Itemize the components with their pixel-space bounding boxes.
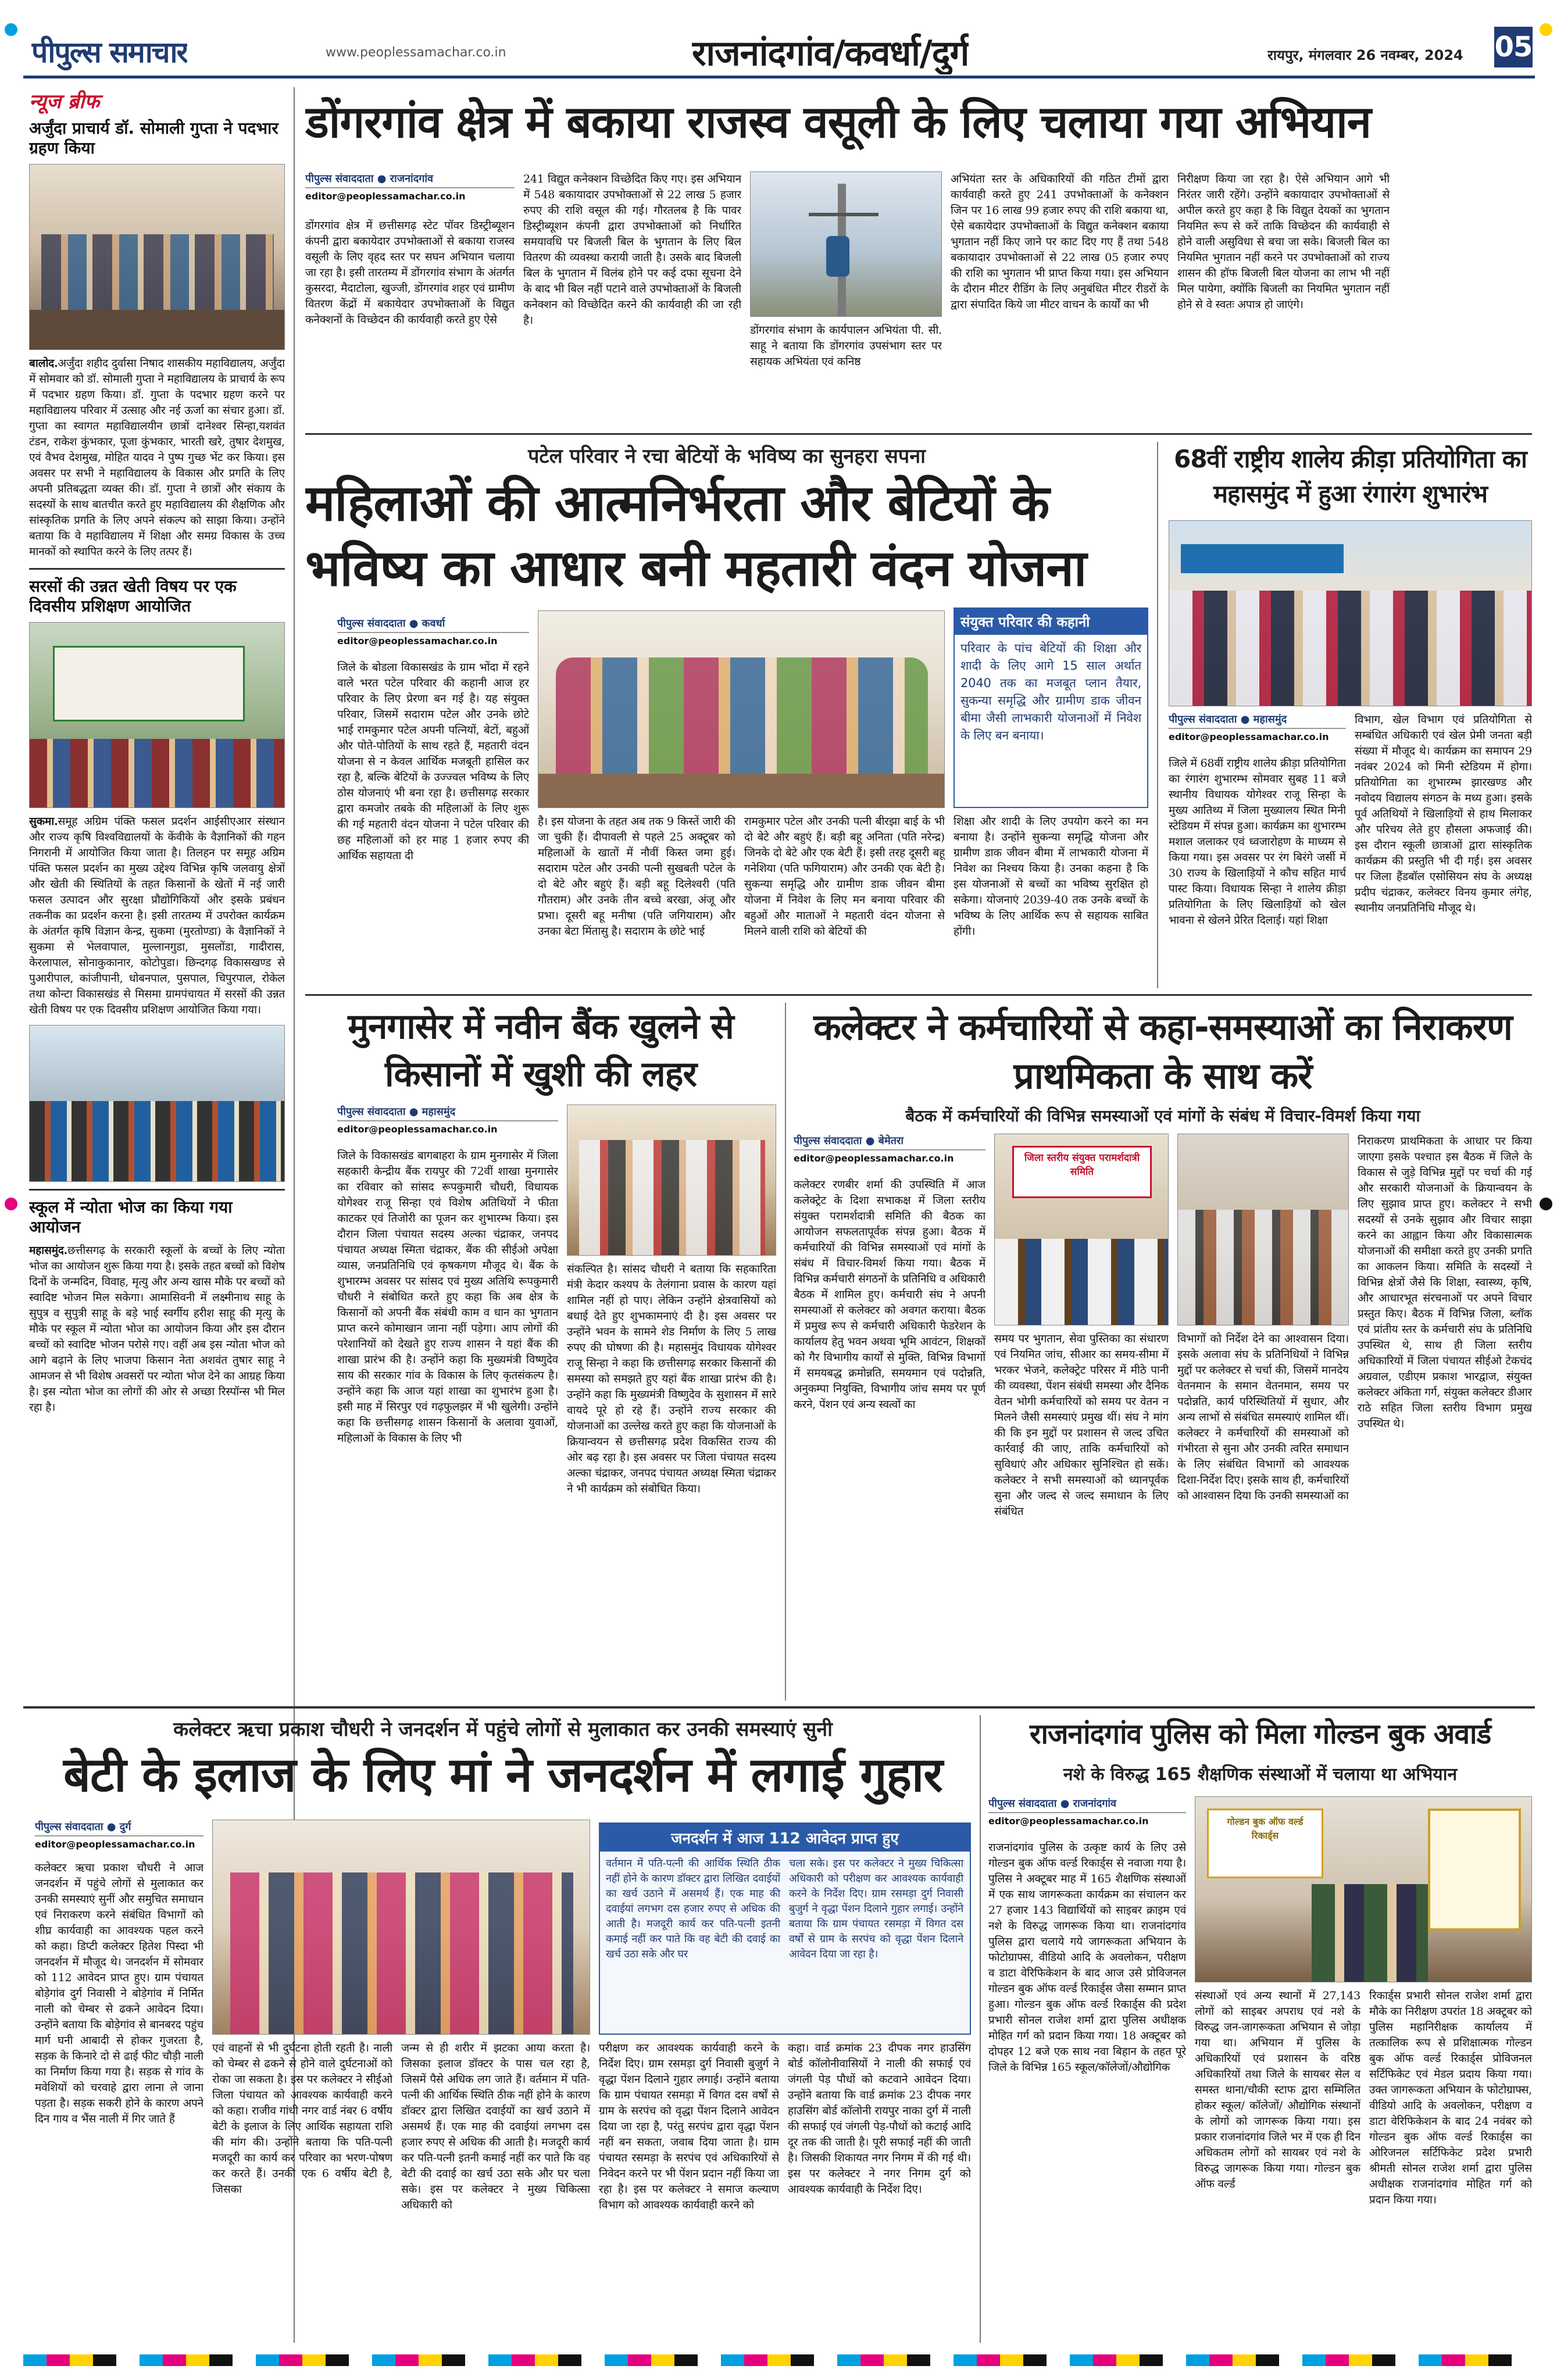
janadarshan-box bbox=[599, 1822, 971, 2035]
mahtari-info-box bbox=[954, 607, 1148, 808]
brief2-headline: सरसों की उन्नत खेती विषय पर एक दिवसीय प्रशिक्षण आयोजित bbox=[29, 577, 237, 616]
janadarshan-col-2: एवं वाहनों से भी दुर्घटना होती रहती है। नाली को चेम्बर से ढकने से होने वाले दुर्घटनाओं को रोका जा सकता है। इस पर कलेक्टर ने सीईओ जिला पंचायत को आवश्यक कार्यवाही करने को कहा। राजीव गांधी नगर वार्ड नंबर 6 वर्षीय बेटी के इलाज के लिए आर्थिक सहायता राशि की मांग की। उन्होंने बताया कि पति-पत्नी मजदूरी का कार्य कर परिवार का भरण-पोषण कर करते हैं। उनकी एक 6 वर्षीय बेटी है, जिसका bbox=[212, 2042, 392, 2196]
collector-byline: पीपुल्स संवाददाता bbox=[794, 1135, 862, 1147]
mahtari-place: कवर्धा bbox=[422, 617, 445, 630]
dateline: रायपुर, मंगलवार 26 नवम्बर, 2024 bbox=[1267, 47, 1463, 63]
brief3-headline: स्कूल में न्योता भोज का किया गया आयोजन bbox=[29, 1198, 233, 1237]
sports-photo bbox=[1169, 520, 1532, 706]
color-bar bbox=[23, 2354, 1535, 2366]
collector-col-4: निराकरण प्राथमिकता के आधार पर किया जाएगा इसके पश्चात इस बैठक में जिले के विकास से जुड़े विभिन्न मुद्दों पर चर्चा की गई और सरकारी योजनाओं के क्रियान्वयन के लिए सुझाव प्राप्त हुए। कलेक्टर ने सभी सदस्यों से उनके सुझाव और विचार साझा करने का आह्वान किया और विकासात्मक योजनाओं की समीक्षा करते हुए उनकी प्रगति का आकलन किया। समिति के सदस्यों ने विभिन्न क्षेत्रों जैसे कि शिक्षा, स्वास्थ्य, कृषि, और आधारभूत संरचनाओं पर अपने विचार प्रस्तुत किए। बैठक में विभिन्न जिला, ब्लॉक एवं प्रांतीय स्तर के कर्मचारी संघ के प्रतिनिधि उपस्थित थे, साथ ही जिला स्तरीय अधिकारियों में जिला पंचायत सीईओ टेकचंद अग्रवाल, एडीएम प्रकाश भारद्वाज, संयुक्त कलेक्टर अंकिता गर्ग, संयुक्त कलेक्टर डीआर राठे सहित जिला स्तरीय विभाग प्रमुख उपस्थित थे। bbox=[1358, 1135, 1532, 1430]
revenue-place: राजनांदगांव bbox=[390, 173, 434, 185]
police-email[interactable]: editor@peoplessamachar.co.in bbox=[988, 1816, 1149, 1827]
sports-byline-block: पीपुल्स संवाददाता ● महासमुंद editor@peoplessamachar.co.in bbox=[1169, 712, 1346, 742]
mahtari-email[interactable]: editor@peoplessamachar.co.in bbox=[337, 635, 498, 646]
police-col-2: संस्थाओं एवं अन्य स्थानों में 27,143 लोगों को साइबर अपराध एवं नशे के विरुद्ध जन-जागरूकता अभियान से जोड़ा गया था। अभियान में पुलिस के अधिकारियों एवं प्रशासन के वरिष्ठ अधिकारियों तथा जिले के सायबर सेल व समस्त थाना/चौकी स्टाफ द्वारा सम्मिलित होकर स्कूल/ कॉलेजों/ औद्योगिक संस्थानों के लोगों को जागरूक किया गया। इस प्रकार राजनांदगांव जिले भर में एक ही दिन अधिकतम लोगों को सायबर एवं नशे के विरुद्ध जागरूक किया गया। गोल्डन बुक ऑफ वर्ल्ड bbox=[1195, 1989, 1360, 2190]
janadarshan-byline: पीपुल्स संवाददाता bbox=[35, 1821, 103, 1833]
sports-place: महासमुंद bbox=[1253, 713, 1287, 726]
collector-col-3: विभागों को निर्देश देने का आश्वासन दिया। इसके अलावा संघ के प्रतिनिधियों ने विभिन्न मुद्दों पर कलेक्टर से चर्चा की, जिसमें मानदेय वेतनमान के समान वेतनमान, समय पर पदोन्नति, कार्य परिस्थितियों में सुधार, और अन्य लाभों से संबंधित समस्याएं शामिल थीं। कलेक्टर ने कर्मचारियों की समस्याओं को गंभीरता से सुना और उनकी त्वरित समाधान के लिए संबंधित विभागों को आवश्यक दिशा-निर्देश दिए। इसके साथ ही, कर्मचारियों को आश्वासन दिया कि उनकी समस्याओं का bbox=[1177, 1332, 1349, 1502]
collector-col-1: कलेक्टर रणबीर शर्मा की उपस्थिति में आज कलेक्ट्रेट के दिशा सभाकक्ष में जिला स्तरीय संयुक्त परामर्शदात्री समिति की बैठक का आयोजन सफलतापूर्वक संपन्न हुआ। बैठक में कर्मचारियों की विभिन्न समस्याओं एवं मांगों के संबंध में विचार-विमर्श किया गया। बैठक में विभिन्न कर्मचारी संगठनों के प्रतिनिधि व अधिकारी बैठक में शामिल हुए। कर्मचारी संघ ने अपनी समस्याओं से कलेक्टर को अवगत कराया। बैठक में प्रमुख रूप से कर्मचारी अधिकारी फेडरेशन के कार्यालय हेतु भवन अथवा भूमि आवंटन, शिक्षकों को गैर विभागीय कार्यों से मुक्ति, विभिन्न विभागों में समयबद्ध क्रमोन्नति, समयमान एवं पदोन्नति, अनुकम्पा नियुक्ति, विभागीय जांच समय पर पूर्ण करने, पेंशन एवं अन्य स्वत्वों का bbox=[794, 1178, 985, 1411]
column-divider bbox=[980, 1715, 981, 2343]
collector-byline-block: पीपुल्स संवाददाता ● बेमेतरा editor@peoplessamachar.co.in bbox=[794, 1134, 985, 1164]
page-number: 05 bbox=[1494, 27, 1533, 67]
janadarshan-box-text-2: चला सके। इस पर कलेक्टर ने मुख्य चिकित्सा अधिकारी को परीक्षण कर आवश्यक कार्यवाही करने के निर्देश दिए। ग्राम रसमड़ा दुर्ग निवासी बुजुर्ग ने वृद्धा पेंशन दिलाने गुहार लगाई। उन्होंने बताया कि ग्राम पंचायत रसमड़ा में विगत दस वर्षों से ग्राम के सरपंच को वृद्धा पेंशन दिलाने आवेदन दिया जा रहा है। bbox=[789, 1857, 963, 1960]
janadarshan-box-title: जनदर्शन में आज 112 आवेदन प्राप्त हुए bbox=[600, 1824, 970, 1852]
column-divider bbox=[1157, 442, 1158, 988]
collector-photo-1 bbox=[994, 1134, 1169, 1325]
section-rule bbox=[305, 433, 1532, 435]
janadarshan-col-4: परीक्षण कर आवश्यक कार्यवाही करने के निर्देश दिए। ग्राम रसमड़ा दुर्ग निवासी बुजुर्ग ने वृद्धा पेंशन दिलाने गुहार लगाई। उन्होंने बताया कि ग्राम पंचायत रसमड़ा में विगत दस वर्षों से ग्राम के सरपंच को वृद्धा पेंशन दिलाने आवेदन दिया जा रहा है, परंतु सरपंच द्वारा वृद्धा पेंशन नहीं बन सकता, जवाब दिया जाता है। ग्राम पंचायत रसमड़ा के सरपंच एवं अधिकारियों से निवेदन करने पर भी पेंशन प्रदान नहीं किया जा रहा है। इस पर कलेक्टर ने समाज कल्याण विभाग को आवश्यक कार्यवाही करने को bbox=[599, 2042, 779, 2211]
police-photo bbox=[1195, 1796, 1532, 1982]
news-brief-label: न्यूज ब्रीफ bbox=[29, 90, 100, 113]
bank-col-1: जिले के विकासखंड बागबाहरा के ग्राम मुनगासेर में जिला सहकारी केन्द्रीय बैंक रायपुर की 72वीं शाखा मुनगासेर का रविवार को सांसद रूपकुमारी चौधरी, विधायक योगेश्वर राजू सिन्हा एवं विशेष अतिथियों ने फीता काटकर एवं तिजोरी का पूजन कर शुभारम्भ किया। इस दौरान जिला पंचायत सदस्य अल्का चंद्राकर, जनपद पंचायत अध्यक्ष स्मिता चंद्राकर, बैंक की सीईओ अपेक्षा व्यास, जनप्रतिनिधि एवं कृषकगण मौजूद थे। बैंक के शुभारम्भ अवसर पर सांसद एवं मुख्य अतिथि रूपकुमारी चौधरी ने संबोधित करते हुए कहा कि अब क्षेत्र के किसानों को अपनी बैंक संबंधी काम व धान का भुगतान प्राप्त करने कोमाखान जाना नहीं पड़ेगा। आप लोगों की परेशानियों को देखते हुए राज्य शासन ने यहां बैंक की शाखा प्रारंभ की है। उन्होंने कहा कि मुख्यमंत्री विष्णुदेव साय की सरकार गांव के विकास के लिए कृतसंकल्प है। उन्होंने कहा कि आज यहां शाखा का शुभारंभ हुआ है। इसी माह में सिरपुर एवं गढ़फुलझर में भी खुलेगी। उन्होंने कहा कि छत्तीसगढ़ शासन किसानों के अलावा युवाओं, महिलाओं के विकास के लिए भी bbox=[337, 1149, 558, 1445]
janadarshan-photo bbox=[212, 1820, 590, 2035]
register-mark-icon bbox=[5, 1198, 17, 1210]
brief3-body: छत्तीसगढ़ के सरकारी स्कूलों के बच्चों के लिए न्योता भोज का आयोजन शुरू किया गया है। इसके तहत बच्चों को विशेष दिनों के जन्मदिन, विवाह, मृत्यु और अन्य खास मौके पर बच्चों को स्वादिष्ट भोजन मिल सकेगा। आमासिवनी में लक्ष्मीनाथ साहू के सुपुत्र व सुपुत्री साहू के बड़े भाई स्वर्गीय हरीश साहू की मृत्यु के मौके पर स्कूल में न्योता भोज का आयोजन किया और इस दौरान बच्चों को स्वादिष्ट भोजन परोसे गए। वहीं अब इस न्योता भोज को आगे बढ़ाने के लिए भाजपा किसान नेता अशवंत तुषार साहू ने आमजन से भी विशेष अवसरों पर न्योता भोज देने का आग्रह किया है। इस न्योता भोज का लोगों की ओर से अच्छा रिस्पॉन्स भी मिल रहा है। bbox=[29, 1244, 285, 1414]
mahtari-byline-block: पीपुल्स संवाददाता ● कवर्धा editor@peoplessamachar.co.in bbox=[337, 616, 529, 646]
revenue-col-1: डोंगरगांव क्षेत्र में छत्तीसगढ़ स्टेट पॉवर डिस्ट्रीब्यूशन कंपनी द्वारा बकायेदार उपभोक्ताओं से बकाया राजस्व वसूली के लिए वृहद स्तर पर सघन अभियान चलाया जा रहा है। इसी तारतम्य में डोंगरगांव संभाग के अंतर्गत कुसरदा, मैदाटोला, खुज्जी, डोंगरगांव शहर एवं ग्रामीण वितरण केंद्रों में बकायेदार उपभोक्ताओं के विद्युत कनेक्शनों के विच्छेदन की कार्यवाही करते हुए ऐसे bbox=[305, 219, 515, 326]
collector-email[interactable]: editor@peoplessamachar.co.in bbox=[794, 1153, 954, 1164]
bank-email[interactable]: editor@peoplessamachar.co.in bbox=[337, 1124, 498, 1135]
bank-byline: पीपुल्स संवाददाता bbox=[337, 1106, 406, 1118]
masthead-rule bbox=[23, 76, 1535, 78]
brief3-dateline: महासमुंद. bbox=[29, 1244, 68, 1257]
bank-col-2: संकल्पित है। सांसद चौधरी ने बताया कि सहकारिता मंत्री केदार कश्यप के तेलंगाना प्रवास के कारण यहां शामिल नहीं हो पाए। लेकिन उन्होंने क्षेत्रवासियों को बधाई देते हुए शुभकामनाएं दी है। इस अवसर पर उन्होंने भवन के सामने शेड निर्माण के लिए 5 लाख रुपए की घोषणा की है। महासमुंद विधायक योगेश्वर राजू सिन्हा ने कहा कि छत्तीसगढ़ सरकार किसानों की समस्या को समझते हुए यहां बैंक शाखा प्रारंभ की है। उन्होंने कहा कि मुख्यमंत्री विष्णुदेव के सुशासन में सारे वायदे पूरे हो रहे हैं। उन्होंने राज्य सरकार की योजनाओं का उल्लेख करते हुए कहा कि योजनाओं के क्रियान्वयन से छत्तीसगढ़ प्रदेश विकसित राज्य की ओर बढ़ रहा है। इस अवसर पर जिला पंचायत सदस्य अल्का चंद्राकर, जनपद पंचायत अध्यक्ष स्मिता चंद्राकर ने भी कार्यक्रम को संबोधित किया। bbox=[567, 1263, 776, 1495]
edition-title: राजनांदगांव/कवर्धा/दुर्ग bbox=[692, 33, 969, 74]
mahtari-photo bbox=[538, 610, 945, 808]
mahtari-col-2: है। इस योजना के तहत अब तक 9 किस्तें जारी की जा चुकी हैं। दीपावली से पहले 25 अक्टूबर को महिलाओं के खातों में नौवीं किस्त जमा हुई। सदाराम पटेल और उनकी पत्नी सुखबती पटेल के दो बेटे और बहुएं हैं। बड़ी बहू दिलेश्वरी (पति गौतराम) और उनके तीन बच्चे बरखा, अंजू और प्रभा। दूसरी बहू मनीषा (पति जगियाराम) और उनका बेटा मिंतासु है। सदाराम के छोटे भाई bbox=[538, 815, 735, 938]
janadarshan-place: दुर्ग bbox=[119, 1821, 131, 1833]
mahtari-col-4: शिक्षा और शादी के लिए उपयोग करने का मन बनाया है। उन्होंने सुकन्या समृद्धि योजना और ग्रामीण डाक जीवन बीमा में लाभकारी योजना में निवेश का निश्चय किया है। उनका कहना है कि इस योजनाओं से बच्चों का भविष्य सुरक्षित हो सकेगा। योजनाएं 2039-40 तक उनके बच्चों के भविष्य के लिए आर्थिक रूप से सहायक साबित होंगी। bbox=[954, 815, 1148, 938]
police-col-3: रिकार्ड्स प्रभारी सोनल राजेश शर्मा द्वारा मौके का निरीक्षण उपरांत 18 अक्टूबर को पुलिस महानिरीक्षक कार्यालय में तत्कालिक रूप से प्रशिक्षात्मक गोल्डन बुक ऑफ वर्ल्ड रिकार्ड्स प्रोविजनल सर्टिफिकेट एवं मेडल प्रदाय किया गया। उक्त जागरूकता अभियान के फोटोग्राफ्स, वीडियो आदि के अवलोकन, परीक्षण व डाटा वेरिफिकेशन के बाद 24 नवंबर को गोल्डन बुक ऑफ वर्ल्ड रिकार्ड्स का ओरिजनल सर्टिफिकेट प्रदेश प्रभारी श्रीमती सोनल राजेश शर्मा द्वारा पुलिस अधीक्षक राजनांदगांव मोहित गर्ग को प्रदान किया गया। bbox=[1369, 1989, 1532, 2206]
section-rule bbox=[23, 1706, 1535, 1709]
sports-headline: 68वीं राष्ट्रीय शालेय क्रीड़ा प्रतियोगिता का महासमुंद में हुआ रंगारंग शुभारंभ bbox=[1174, 445, 1527, 508]
police-byline-block: पीपुल्स संवाददाता ● राजनांदगांव editor@peoplessamachar.co.in bbox=[988, 1796, 1186, 1827]
revenue-col-5: निरीक्षण किया जा रहा है। ऐसे अभियान आगे भी निरंतर जारी रहेंगे। उन्होंने बकायादार उपभोक्ताओं से अपील करते हुए कहा है कि विद्युत देयकों का भुगतान नियमित रूप से करें ताकि विच्छेदन की कार्यवाही से होने वाली असुविधा से बचा जा सके। बिजली बिल का नियमित भुगतान नहीं करने पर उपभोक्ताओं को राज्य शासन की हॉफ बिजली बिल योजना का लाभ भी नहीं मिल पायेगा, क्योंकि बिजली का नियमित भुगतान नहीं होने से वे स्वतः अपात्र हो जाएंगे। bbox=[1177, 173, 1390, 311]
revenue-col-4: अभियंता स्तर के अधिकारियों की गठित टीमों द्वारा कार्यवाही करते हुए 241 उपभोक्ताओं के कनेक्शन जिन पर 16 लाख 99 हजार रुपए की राशि बकाया था, ऐसे बकायेदार उपभोक्ताओं के विद्युत कनेक्शन बकाया भुगतान नहीं किए जाने पर काट दिए गए हैं तथा 548 बकायादार उपभोक्ताओं से 22 लाख 05 हजार रुपए की राशि का भुगतान भी प्राप्त किया गया। इस अभियान के दौरान मीटर रीडिंग के लिए अनुबंधित मीटर रीडरों के द्वारा संपादित किये जा मीटर वाचन के कार्यों का भी bbox=[951, 173, 1169, 311]
register-mark-icon bbox=[5, 23, 17, 36]
janadarshan-col-1: कलेक्टर ऋचा प्रकाश चौधरी ने आज जनदर्शन में पहुंचे लोगों से मुलाकात कर उनकी समस्याएं सुनीं और समुचित समाधान एवं निराकरण करने संबंधित विभागों को शीघ्र कार्यवाही का आवश्यक पहल करने को कहा। डिप्टी कलेक्टर हितेश पिस्दा भी जनदर्शन में मौजूद थे। जनदर्शन में सोमवार को 112 आवेदन प्राप्त हुए। ग्राम पंचायत बोड़ेगांव दुर्ग निवासी ने बोड़ेगांव में निर्मित नाली को चेम्बर से ढकने आवेदन दिया। उन्होंने बताया कि बोड़ेगांव से बानबरद पहुंच मार्ग घनी आबादी से होकर गुजरता है, सड़क के किनारे दो से ढाई फीट चौड़ी नाली का निर्माण किया गया है। सड़क से गांव के मवेशियों को चरवाहे द्वारा लाना ले जाना पड़ता है। सड़क सकरी होने के कारण अपने दिन गाय व भैंस नाली में गिर जाते हैं bbox=[35, 1861, 203, 2125]
mahtari-col-1: जिले के बोडला विकासखंड के ग्राम भोंदा में रहने वाले भरत पटेल परिवार की कहानी आज हर परिवार के लिए प्रेरणा बन गई है। यह संयुक्त परिवार, जिसमें सदाराम पटेल और उनके छोटे भाई रामकुमार पटेल अपनी पत्नियों, बेटों, बहुओं और पोते-पोतियों के साथ रहते हैं, महतारी वंदन योजना से न केवल आर्थिक मजबूती हासिल कर रहा है, बल्कि बेटियों के उज्ज्वल भविष्य के लिए ठोस योजनाएं भी बना रहा है। छत्तीसगढ़ सरकार द्वारा कमजोर तबके की महिलाओं के लिए शुरू की गई महतारी वंदन योजना ने पटेल परिवार की छह महिलाओं को हर माह 1 हजार रुपए की आर्थिक सहायता दी bbox=[337, 661, 529, 862]
janadarshan-headline: बेटी के इलाज के लिए मां ने जनदर्शन में लगाई गुहार bbox=[63, 1748, 942, 1803]
revenue-photo bbox=[750, 171, 942, 317]
sports-col-2: विभाग, खेल विभाग एवं प्रतियोगिता से सम्बंधित अधिकारी एवं खेल प्रेमी जनता बड़ी संख्या में मौजूद थे। कार्यक्रम का समापन 29 नवंबर 2024 को मिनी स्टेडियम में होगा। प्रतियोगिता का शुभारम्भ झारखण्ड और नवोदय विद्यालय संगठन के मध्य हुआ। इसके पूर्व अतिथियों ने खिलाड़ियों से हाथ मिलाकर और परिचय लेते हुए हौसला अफजाई की। इस दौरान स्कूली छात्राओं द्वारा सांस्कृतिक कार्यक्रम की प्रस्तुति भी दी गई। इस अवसर पर जिला हैंडबॉल एसोसियन संघ के अध्यक्ष प्रदीप चंद्राकर, कलेक्टर विनय कुमार लंगेह, स्थानीय जनप्रतिनिधि मौजूद थे। bbox=[1355, 713, 1532, 914]
police-photo-banner: गोल्डन बुक ऑफ वर्ल्ड रिकार्ड्स bbox=[1207, 1809, 1323, 1878]
mahtari-headline: महिलाओं की आत्मनिर्भरता और बेटियों के भविष्य का आधार बनी महतारी वंदन योजना bbox=[305, 474, 1087, 598]
brief1-headline: अर्जुंदा प्राचार्य डॉ. सोमाली गुप्ता ने पदभार ग्रहण किया bbox=[29, 119, 278, 158]
collector-headline: कलेक्टर ने कर्मचारियों से कहा-समस्याओं का निराकरण प्राथमिकता के साथ करें bbox=[813, 1006, 1512, 1097]
collector-photo-banner: जिला स्तरीय संयुक्त परामर्शदात्री समिति bbox=[1012, 1146, 1152, 1198]
brief2-photo-2 bbox=[29, 1025, 285, 1182]
paper-name: पीपुल्स समाचार bbox=[31, 35, 187, 69]
janadarshan-email[interactable]: editor@peoplessamachar.co.in bbox=[35, 1839, 195, 1850]
collector-place: बेमेतरा bbox=[878, 1135, 904, 1147]
revenue-byline-block: पीपुल्स संवाददाता ● राजनांदगांव editor@peoplessamachar.co.in bbox=[305, 171, 515, 202]
collector-photo-2 bbox=[1177, 1134, 1349, 1325]
mahtari-box-text: परिवार के पांच बेटियों की शिक्षा और शादी के लिए आगे 15 साल अर्थात 2040 तक का मजबूत प्लान तैयार, सुकन्या समृद्धि और ग्रामीण डाक जीवन बीमा जैसी लाभकारी योजनाओं में निवेश के लिए बन बनाया। bbox=[960, 641, 1141, 742]
mahtari-byline: पीपुल्स संवाददाता bbox=[337, 617, 406, 630]
bank-byline-block: पीपुल्स संवाददाता ● महासमुंद editor@peoplessamachar.co.in bbox=[337, 1105, 558, 1135]
brief2-photo bbox=[29, 622, 285, 808]
janadarshan-box-text: वर्तमान में पति-पत्नी की आर्थिक स्थिति ठीक नहीं होने के कारण डॉक्टर द्वारा लिखित दवाईयों का खर्च उठाने में असमर्थ हैं। एक माह की दवाईयां लगभग दस हजार रुपए से अधिक की आती है। मजदूरी कार्य कर पति-पत्नी इतनी कमाई नहीं कर पाते कि वह बेटी की दवाई का खर्च उठा सके और घर bbox=[606, 1857, 780, 1960]
column-divider bbox=[785, 1003, 786, 1700]
website[interactable]: www.peoplessamachar.co.in bbox=[326, 45, 506, 60]
sports-col-1: जिले में 68वीं राष्ट्रीय शालेय क्रीड़ा प्रतियोगिता का रंगारंग शुभारम्भ सोमवार सुबह 11 बजे स्थानीय विधायक योगेश्वर राजू सिन्हा के मुख्य आतिथ्य में जिला मुख्यालय स्थित मिनी स्टेडियम में संपन्न हुआ। कार्यक्रम का शुभारम्भ मशाल जलाकर एवं ध्वजारोहण के माध्यम से किया गया। इस अवसर पर रंग बिरंगे जर्सी में 30 राज्य के खिलाड़ियों ने कौच सहित मार्च पास्ट किया। विधायक सिन्हा ने शालेय क्रीड़ा प्रतियोगिता के लिए खिलाड़ियों को खेल भावना से खेलने प्रेरित दिलाई। यहां शिक्षा bbox=[1169, 757, 1346, 927]
police-subhead: नशे के विरुद्ध 165 शैक्षणिक संस्थाओं में चलाया था अभियान bbox=[1063, 1764, 1458, 1785]
police-place: राजनांदगांव bbox=[1073, 1797, 1117, 1810]
janadarshan-byline-block: पीपुल्स संवाददाता ● दुर्ग editor@peoplessamachar.co.in bbox=[35, 1820, 203, 1850]
revenue-headline: डोंगरगांव क्षेत्र में बकाया राजस्व वसूली के लिए चलाया गया अभियान bbox=[305, 96, 1371, 148]
register-mark-icon bbox=[1540, 23, 1552, 36]
sports-email[interactable]: editor@peoplessamachar.co.in bbox=[1169, 731, 1329, 742]
bank-photo bbox=[567, 1105, 776, 1256]
collector-subhead: बैठक में कर्मचारियों की विभिन्न समस्याओं एवं मांगों के संबंध में विचार-विमर्श किया गया bbox=[905, 1106, 1420, 1125]
mahtari-col-3: रामकुमार पटेल और उनकी पत्नी बीरझा बाई के भी दो बेटे और बहुएं हैं। बड़ी बहू अनिता (पति नरेन्द्र) जिनके दो बेटे और एक बेटी हैं। इसी तरह दूसरी बहू गनेशिया (पति फगियाराम) और उनकी एक बेटी है। सुकन्या समृद्धि और ग्रामीण डाक जीवन बीमा योजना में निवेश के लिए मन बनाया परिवार की बहुओं और माताओं ने महतारी वंदन योजना से मिलने वाली राशि को बेटियों की bbox=[744, 815, 945, 938]
collector-col-2: समय पर भुगतान, सेवा पुस्तिका का संधारण एवं नियमित जांच, सीआर का समय-सीमा में भरकर भेजने, कलेक्ट्रेट परिसर में मीठे पानी की व्यवस्था, पेंशन संबंधी समस्या और दैनिक वेतन भोगी कर्मचारियों को समय पर वेतन न मिलने जैसी समस्याएं प्रमुख थीं। संघ ने मांग की कि इन मुद्दों पर प्रशासन से जल्द उचित कार्रवाई की जाए, ताकि कर्मचारियों को सुविधाएं और अधिकार सुनिश्चित हो सकें। कलेक्टर ने सभी समस्याओं को ध्यानपूर्वक सुना और जल्द से जल्द समाधान के लिए संबंधित bbox=[994, 1332, 1169, 1518]
brief1-photo bbox=[29, 164, 285, 350]
masthead bbox=[23, 23, 1535, 74]
revenue-email[interactable]: editor@peoplessamachar.co.in bbox=[305, 191, 466, 202]
police-byline: पीपुल्स संवाददाता bbox=[988, 1797, 1057, 1810]
police-headline: राजनांदगांव पुलिस को मिला गोल्डन बुक अवार्ड bbox=[1029, 1718, 1491, 1750]
brief1-body: अर्जुंदा शहीद दुर्वासा निषाद शासकीय महाविद्यालय, अर्जुंदा में सोमवार को डॉ. सोमाली गुप्ता ने महाविद्यालय के प्राचार्य के रूप में पदभार ग्रहण किया। डॉ. गुप्ता के पदभार ग्रहण करने पर महाविद्यालय परिवार में उत्साह और नई ऊर्जा का संचार हुआ। डॉ. गुप्ता का स्वागत महाविद्यालयीन छात्रों दानेश्वर सिन्हा,यशवंत टंडन, राकेश कुंभकार, पूजा कुंभकार, भारती खरे, तुषार देशमुख, एवं वैभव देशमुख, मोहित यादव ने पुष्प गुच्छ भेंट कर किया। इस अवसर पर सभी ने महाविद्यालय के विकास और प्रगति के लिए अपनी प्रतिबद्धता व्यक्त की। डॉ. गुप्ता ने छात्रों और संकाय के सदस्यों के साथ बातचीत करते हुए महाविद्यालय की शैक्षणिक और सांस्कृतिक प्रगति के लिए अपने संकल्प को साझा किया। उन्होंने बताया कि वे महाविद्यालय में शिक्षा और समग्र विकास के उच्च मानकों को स्थापित करने के लिए तत्पर हैं। bbox=[29, 357, 285, 558]
brief1-dateline: बालोद. bbox=[29, 357, 58, 370]
bank-place: महासमुंद bbox=[422, 1106, 456, 1118]
janadarshan-col-3: जन्म से ही शरीर में झटका आया करता है। जिसका इलाज डॉक्टर के पास चल रहा है, जिसमें पैसे अधिक लग जाते हैं। वर्तमान में पति-पत्नी की आर्थिक स्थिति ठीक नहीं होने के कारण डॉक्टर द्वारा लिखित दवाईयों का खर्च उठाने में असमर्थ हैं। एक माह की दवाईयां लगभग दस हजार रुपए से अधिक की आती है। मजदूरी कार्य कर पति-पत्नी इतनी कमाई नहीं कर पाते कि वह बेटी की दवाई का खर्च उठा सके और घर चला सके। इस पर कलेक्टर ने मुख्य चिकित्सा अधिकारी को bbox=[401, 2042, 590, 2211]
revenue-col-2: 241 विद्युत कनेक्शन विच्छेदित किए गए। इस अभियान में 548 बकायादार उपभोक्ताओं से 22 लाख 5 हजार रुपए की राशि वसूल की गई। गौरतलब है कि पावर डिस्ट्रीब्यूशन कंपनी द्वारा उपभोक्ताओं को निर्धारित समयावधि पर बिजली बिल के भुगतान के लिए बिल वितरण की व्यवस्था करायी जाती है। उसके बाद बिजली बिल के भुगतान में विलंब होने पर कई दफा सूचना देने के बाद भी बिल नहीं पटाने वाले उपभोक्ताओं के बिजली कनेक्शन को विच्छेदित करने की कार्यवाही की जा रही है। bbox=[523, 173, 741, 327]
section-rule bbox=[305, 994, 1532, 996]
revenue-byline: पीपुल्स संवाददाता bbox=[305, 173, 374, 185]
register-mark-icon bbox=[1540, 1198, 1552, 1210]
mahtari-box-title: संयुक्त परिवार की कहानी bbox=[955, 609, 1147, 635]
brief2-body: समूह अग्रिम पंक्ति फसल प्रदर्शन आईसीएआर संस्थान और राज्य कृषि विश्वविद्यालयों के केंवीके के वैज्ञानिकों की गहन निगरानी में आयोजित किया जाता है। तिलहन पर समूह अग्रिम पंक्ति फसल प्रदर्शन का मुख्य उद्देश्य विभिन्न कृषि जलवायु क्षेत्रों और खेती की स्थितियों के तहत किसानों के खेतों में नई जारी फसल उत्पादन और सुरक्षा प्रौद्योगिकियों और इसके प्रबंधन तकनीक का प्रदर्शन करना है। इसी तारतम्य में उपरोक्त कार्यक्रम के अंतर्गत कृषि विज्ञान केन्द्र, सुकमा (मुरतोण्डा) के वैज्ञानिकों ने सुकमा से भेलवापाल, मुल्लानगुडा, मुसलोंडा, गादीरास, केरलापाल, सोनाकुकानार, कोटोपुडा। छिन्दगढ़ विकासखण्ड से पुआरीपाल, कांजीपानी, धोबनपाल, पुसपाल, चिपुरपाल, रोकेल तथा कोन्टा विकासखंड से मिसमा ग्रामपंचायत में सरसों की उन्नत खेती विषय पर एक दिवसीय प्रशिक्षण आयोजित किया गया। bbox=[29, 815, 285, 1016]
mahtari-kicker: पटेल परिवार ने रचा बेटियों के भविष्य का सुनहरा सपना bbox=[528, 445, 926, 468]
janadarshan-kicker: कलेक्टर ऋचा प्रकाश चौधरी ने जनदर्शन में पहुंचे लोगों से मुलाकात कर उनकी समस्याएं सुनी bbox=[173, 1718, 833, 1741]
janadarshan-col-5: कहा। वार्ड क्रमांक 23 दीपक नगर हाउसिंग बोर्ड कॉलोनीवासियों ने नाली की सफाई एवं जंगली पेड़ पौधों को कटवाने आवेदन दिया। उन्होंने बताया कि वार्ड क्रमांक 23 दीपक नगर हाउसिंग बोर्ड कॉलोनी रायपुर नाका दुर्ग में नाली की सफाई एवं जंगली पेड़-पौधों को कटाई आदि दूर तक की जाती है। पूरी सफाई नहीं की जाती है। जिसकी शिकायत नगर निगम में की गई थी। इस पर कलेक्टर ने नगर निगम दुर्ग को आवश्यक कार्यवाही के निर्देश दिए। bbox=[788, 2042, 971, 2196]
revenue-col-3: डोंगरगांव संभाग के कार्यपालन अभियंता पी. सी. साहू ने बताया कि डोंगरगांव उपसंभाग स्तर पर सहायक अभियंता एवं कनिष्ठ bbox=[750, 324, 942, 368]
bank-headline: मुनगासेर में नवीन बैंक खुलने से किसानों में खुशी की लहर bbox=[348, 1006, 734, 1095]
brief2-dateline: सुकमा. bbox=[29, 815, 58, 828]
police-col-1: राजनांदगांव पुलिस के उत्कृष्ट कार्य के लिए उसे गोल्डन बुक ऑफ वर्ल्ड रिकार्ड्स से नवाजा गया है। पुलिस ने अक्टूबर माह में 165 शैक्षणिक संस्थाओं में एक साथ जागरूकता कार्यक्रम का संचालन कर 27 हजार 143 विद्यार्थियों को साइबर क्राइम एवं नशे के विरुद्ध जागरूक किया था। राजनांदगांव पुलिस द्वारा चलाये गये जागरूकता अभियान के फोटोग्राफ्स, वीडियो आदि के अवलोकन, परीक्षण व डाटा वेरिफिकेशन के बाद आज उसे प्रोविजनल गोल्डन बुक ऑफ वर्ल्ड रिकार्ड्स जैसा सम्मान प्राप्त हुआ। गोल्डन बुक ऑफ वर्ल्ड रिकार्ड्स की प्रदेश प्रभारी सोनल राजेश शर्मा द्वारा पुलिस अधीक्षक मोहित गर्ग को प्रदान किया गया। 18 अक्टूबर को दोपहर 12 बजे एक साथ नवा बिहान के तहत पूरे जिले के विभिन्न 165 स्कूल/कॉलेजों/औद्योगिक bbox=[988, 1841, 1186, 2074]
sports-byline: पीपुल्स संवाददाता bbox=[1169, 713, 1237, 726]
